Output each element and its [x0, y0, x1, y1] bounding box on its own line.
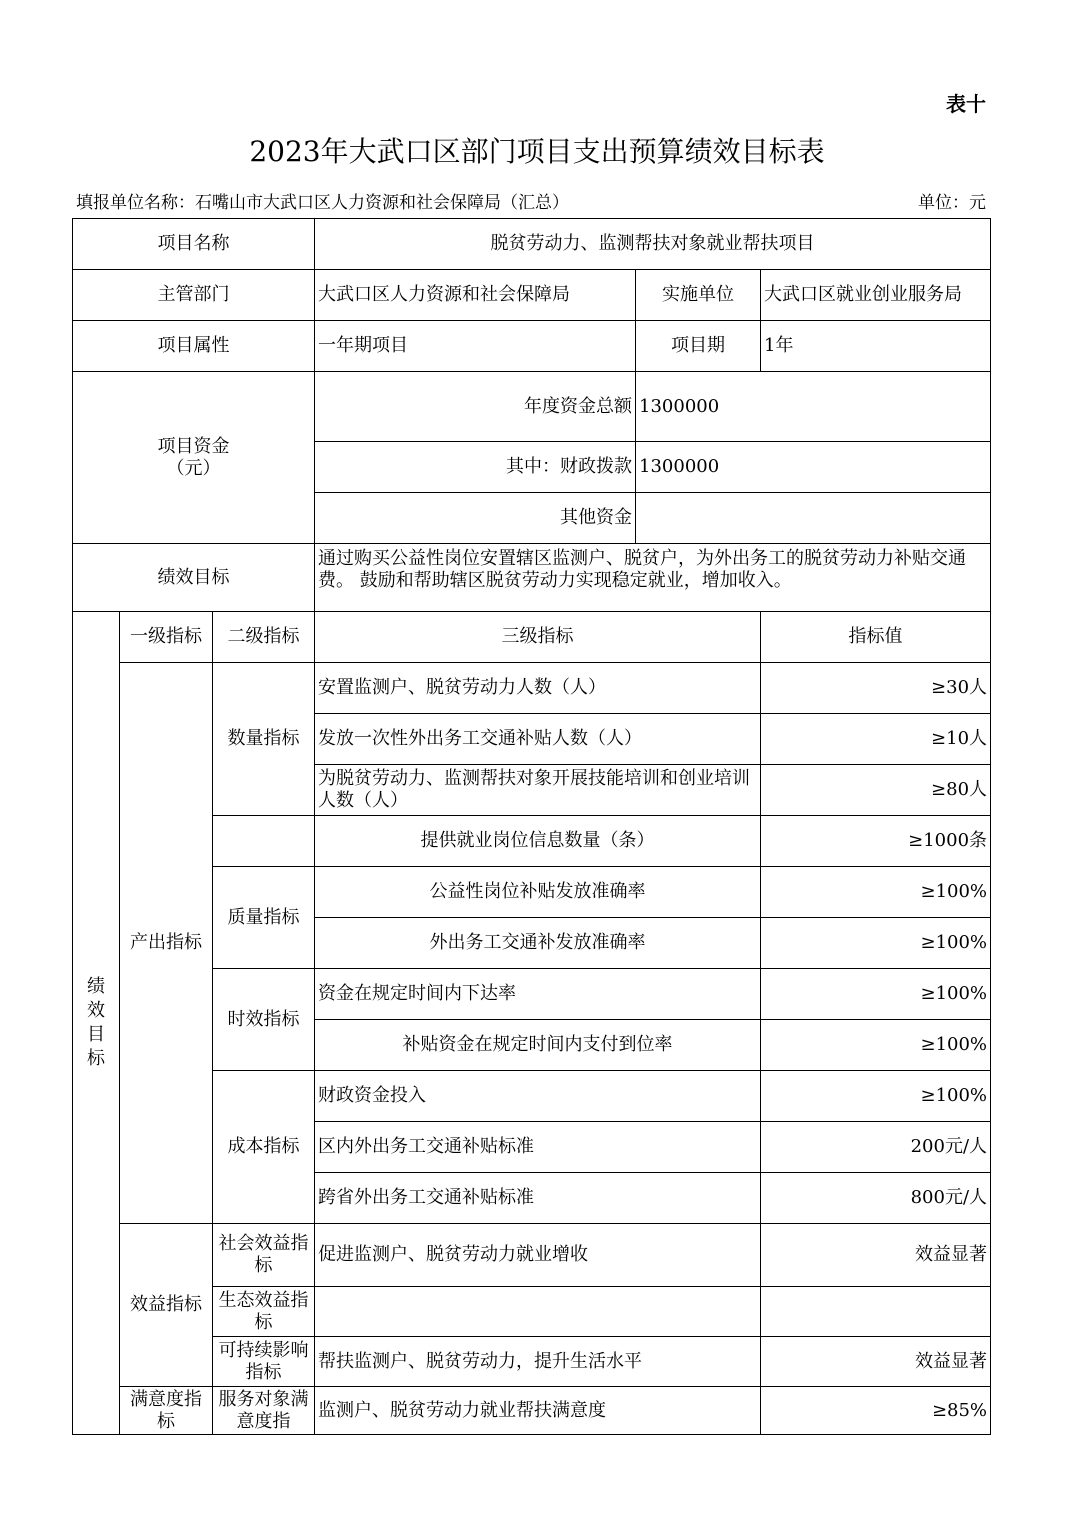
impl-label: 实施单位	[636, 270, 761, 321]
project-name-value: 脱贫劳动力、监测帮扶对象就业帮扶项目	[315, 219, 991, 270]
indicator-name: 资金在规定时间内下达率	[315, 969, 761, 1020]
fiscal-funds-value: 1300000	[636, 442, 991, 493]
indicator-name: 财政资金投入	[315, 1071, 761, 1122]
col-value: 指标值	[761, 612, 991, 663]
indicator-name: 安置监测户、脱贫劳动力人数（人）	[315, 663, 761, 714]
indicator-name: 补贴资金在规定时间内支付到位率	[315, 1020, 761, 1071]
goal-label: 绩效目标	[73, 544, 315, 612]
indicator-value: ≥30人	[761, 663, 991, 714]
indicator-name: 为脱贫劳动力、监测帮扶对象开展技能培训和创业培训人数（人）	[315, 765, 761, 816]
indicator-name: 跨省外出务工交通补贴标准	[315, 1173, 761, 1224]
attribute-row	[73, 321, 991, 372]
goal-row	[73, 544, 991, 612]
quantity-indicator-label: 数量指标	[213, 663, 315, 816]
filler-unit-name: 填报单位名称：石嘴山市大武口区人力资源和社会保障局（汇总）	[76, 193, 569, 213]
eco-benefit-label: 生态效益指标	[213, 1287, 315, 1337]
indicator-name: 外出务工交通补发放准确率	[315, 918, 761, 969]
indicator-value: ≥100%	[761, 867, 991, 918]
indicator-name: 提供就业岗位信息数量（条）	[315, 816, 761, 867]
table-row	[73, 663, 991, 714]
timeliness-indicator-label: 时效指标	[213, 969, 315, 1071]
indicator-value: ≥100%	[761, 1071, 991, 1122]
currency-unit: 单位：元	[918, 193, 986, 213]
funds-label	[73, 372, 315, 544]
page-title: 2023年大武口区部门项目支出预算绩效目标表	[249, 135, 825, 168]
indicator-value: ≥100%	[761, 1020, 991, 1071]
col-level1: 一级指标	[120, 612, 213, 663]
department-row	[73, 270, 991, 321]
impl-value: 大武口区就业创业服务局	[761, 270, 991, 321]
attr-label: 项目属性	[73, 321, 315, 372]
satisfaction-indicator-label: 满意度指标	[120, 1387, 213, 1435]
quality-indicator-label: 质量指标	[213, 867, 315, 969]
project-name-row	[73, 219, 991, 270]
other-funds-value	[636, 493, 991, 544]
col-level2: 二级指标	[213, 612, 315, 663]
indicator-name: 发放一次性外出务工交通补贴人数（人）	[315, 714, 761, 765]
empty-level2-cell	[213, 816, 315, 867]
output-indicator-label: 产出指标	[120, 663, 213, 1224]
side-label-performance-target: 绩效目标	[73, 612, 120, 1435]
indicator-value: ≥80人	[761, 765, 991, 816]
indicator-value: ≥10人	[761, 714, 991, 765]
indicator-value: ≥100%	[761, 918, 991, 969]
indicator-value: 200元/人	[761, 1122, 991, 1173]
indicator-value: ≥85%	[761, 1387, 991, 1435]
indicator-value	[761, 1287, 991, 1337]
indicator-header-row	[73, 612, 991, 663]
indicator-value: ≥100%	[761, 969, 991, 1020]
period-value: 1年	[761, 321, 991, 372]
indicator-value: 800元/人	[761, 1173, 991, 1224]
indicator-name: 帮扶监测户、脱贫劳动力，提升生活水平	[315, 1337, 761, 1387]
total-funds-value: 1300000	[636, 372, 991, 442]
project-name-label: 项目名称	[73, 219, 315, 270]
indicator-value: 效益显著	[761, 1337, 991, 1387]
benefit-indicator-label: 效益指标	[120, 1224, 213, 1387]
goal-text: 通过购买公益性岗位安置辖区监测户、脱贫户，为外出务工的脱贫劳动力补贴交通费。 鼓励和帮助辖区脱贫劳动力实现稳定就业，增加收入。	[315, 544, 991, 612]
fiscal-funds-label: 其中：财政拨款	[315, 442, 636, 493]
table-row	[73, 1387, 991, 1435]
funds-label-line2: （元）	[166, 457, 221, 479]
dept-value: 大武口区人力资源和社会保障局	[315, 270, 636, 321]
other-funds-label: 其他资金	[315, 493, 636, 544]
indicator-value: ≥1000条	[761, 816, 991, 867]
indicator-name: 促进监测户、脱贫劳动力就业增收	[315, 1224, 761, 1287]
indicator-name: 区内外出务工交通补贴标准	[315, 1122, 761, 1173]
attr-value: 一年期项目	[315, 321, 636, 372]
funds-label-line1: 项目资金	[157, 435, 230, 457]
indicator-value: 效益显著	[761, 1224, 991, 1287]
performance-target-table	[72, 218, 991, 1435]
table-row	[73, 1224, 991, 1287]
dept-label: 主管部门	[73, 270, 315, 321]
total-funds-label: 年度资金总额	[315, 372, 636, 442]
service-satisfaction-label: 服务对象满意度指	[213, 1387, 315, 1435]
indicator-name: 监测户、脱贫劳动力就业帮扶满意度	[315, 1387, 761, 1435]
period-label: 项目期	[636, 321, 761, 372]
social-benefit-label: 社会效益指标	[213, 1224, 315, 1287]
funds-total-row	[73, 372, 991, 442]
indicator-name: 公益性岗位补贴发放准确率	[315, 867, 761, 918]
col-level3: 三级指标	[315, 612, 761, 663]
indicator-name	[315, 1287, 761, 1337]
table-number: 表十	[946, 92, 986, 116]
cost-indicator-label: 成本指标	[213, 1071, 315, 1224]
sustain-impact-label: 可持续影响指标	[213, 1337, 315, 1387]
